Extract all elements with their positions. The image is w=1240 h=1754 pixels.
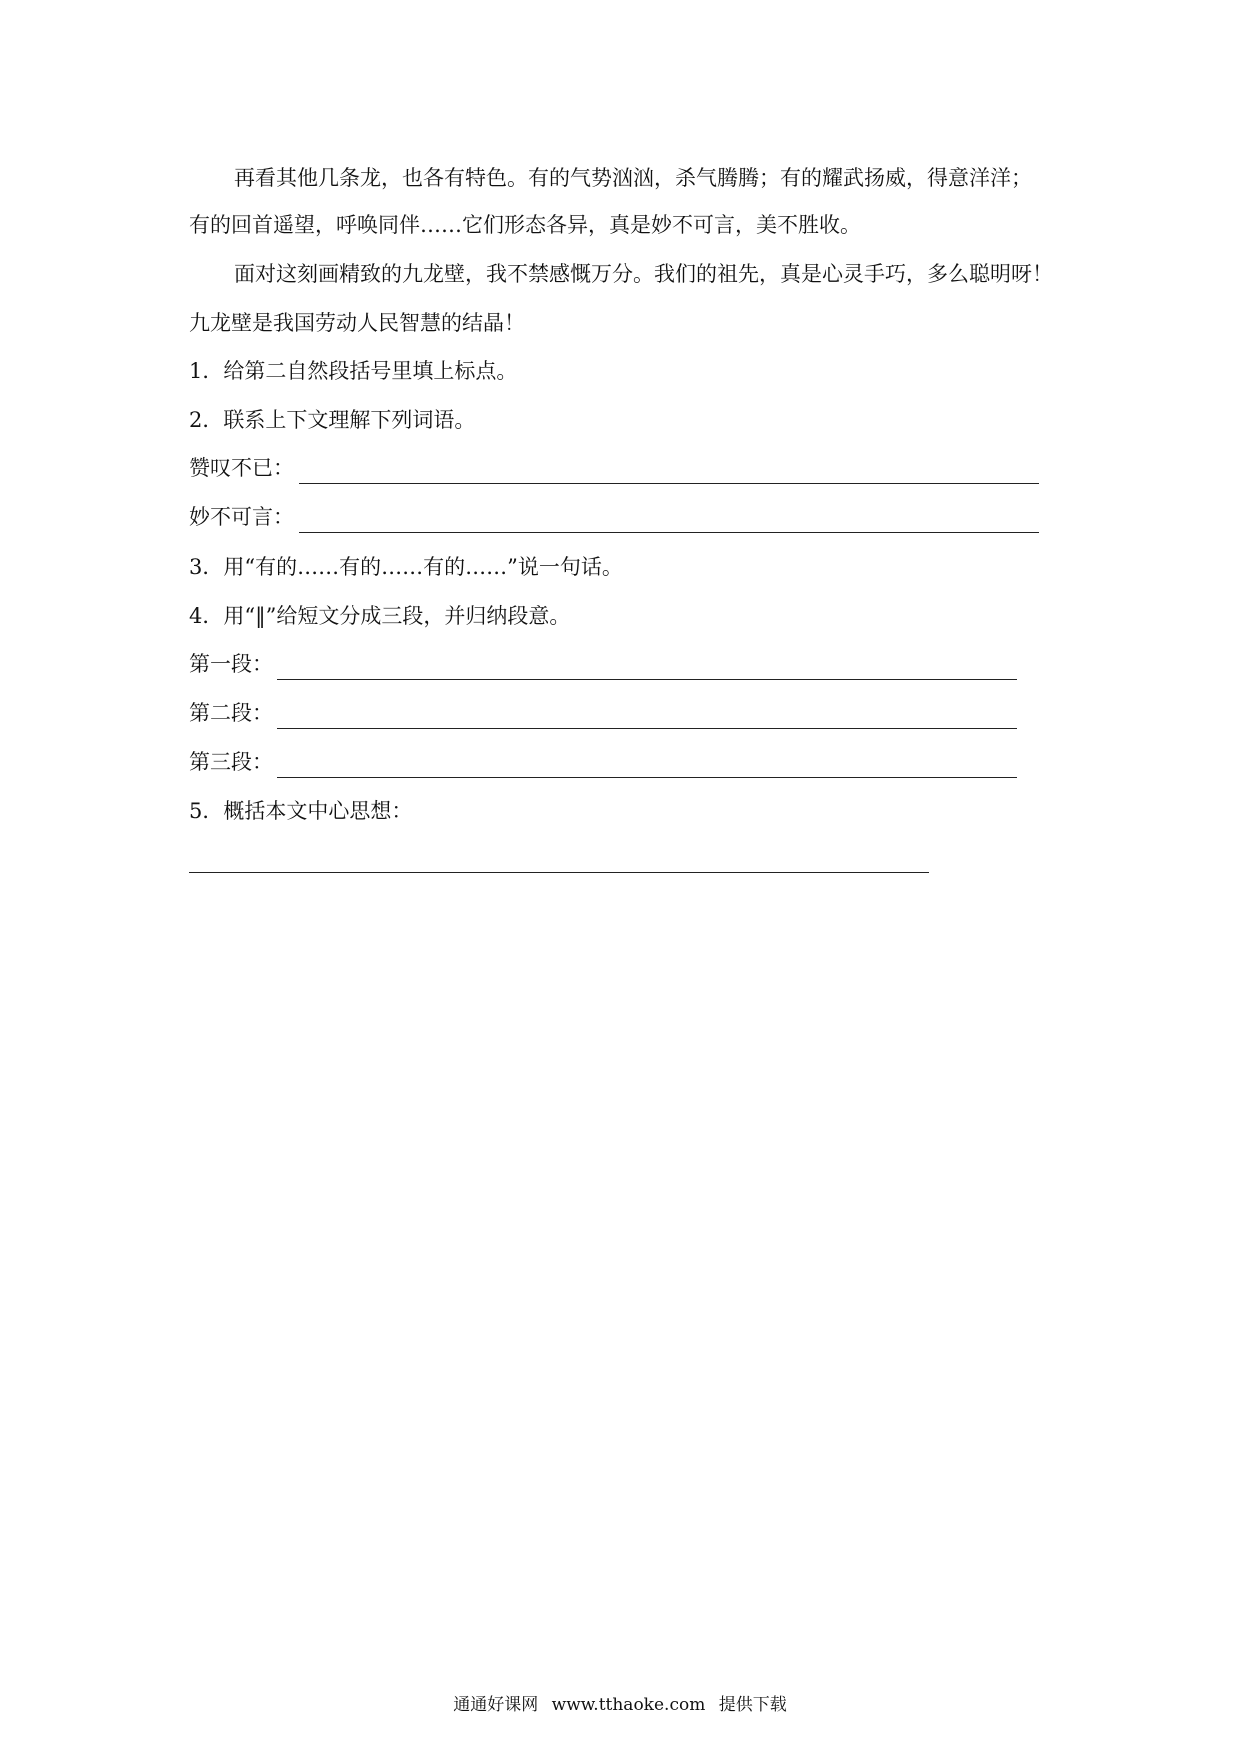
footer-suffix: 提供下载	[718, 1695, 787, 1715]
answer-line-segment-1[interactable]	[277, 679, 1017, 680]
page-footer	[0, 1694, 1240, 1716]
segment-label-1: 第一段：	[189, 652, 273, 676]
footer-site-name: 通通好课网	[453, 1695, 539, 1715]
question-5: 5．概括本文中心思想：	[189, 799, 413, 823]
passage-paragraph-2-line-2: 九龙壁是我国劳动人民智慧的结晶！	[189, 311, 525, 335]
answer-line-zantan-buyi[interactable]	[299, 483, 1039, 484]
answer-line-central-idea[interactable]	[189, 872, 929, 873]
passage-paragraph-1-line-2: 有的回首遥望，呼唤同伴……它们形态各异，真是妙不可言，美不胜收。	[189, 213, 861, 237]
question-4: 4．用“‖”给短文分成三段，并归纳段意。	[189, 604, 571, 628]
question-3: 3．用“有的……有的……有的……”说一句话。	[189, 555, 623, 579]
question-1: 1．给第二自然段括号里填上标点。	[189, 359, 518, 383]
term-label-zantan-buyi: 赞叹不已：	[189, 456, 294, 480]
answer-line-miao-bu-ke-yan[interactable]	[299, 532, 1039, 533]
term-row-miao-bu-ke-yan	[189, 503, 1039, 533]
passage-paragraph-1-line-1: 再看其他几条龙，也各有特色。有的气势汹汹，杀气腾腾；有的耀武扬威，得意洋洋；	[234, 166, 1032, 190]
segment-label-2: 第二段：	[189, 701, 273, 725]
question-2: 2．联系上下文理解下列词语。	[189, 408, 476, 432]
answer-line-segment-2[interactable]	[277, 728, 1017, 729]
segment-label-3: 第三段：	[189, 750, 273, 774]
segment-row-1	[189, 650, 1019, 680]
segment-row-3	[189, 748, 1019, 778]
term-label-miao-bu-ke-yan: 妙不可言：	[189, 505, 294, 529]
term-row-zantan-buyi	[189, 454, 1039, 484]
passage-paragraph-2-line-1: 面对这刻画精致的九龙壁，我不禁感慨万分。我们的祖先，真是心灵手巧，多么聪明呀！	[234, 262, 1053, 286]
segment-row-2	[189, 699, 1019, 729]
answer-line-segment-3[interactable]	[277, 777, 1017, 778]
footer-url: www.tthaoke.com	[551, 1695, 706, 1715]
